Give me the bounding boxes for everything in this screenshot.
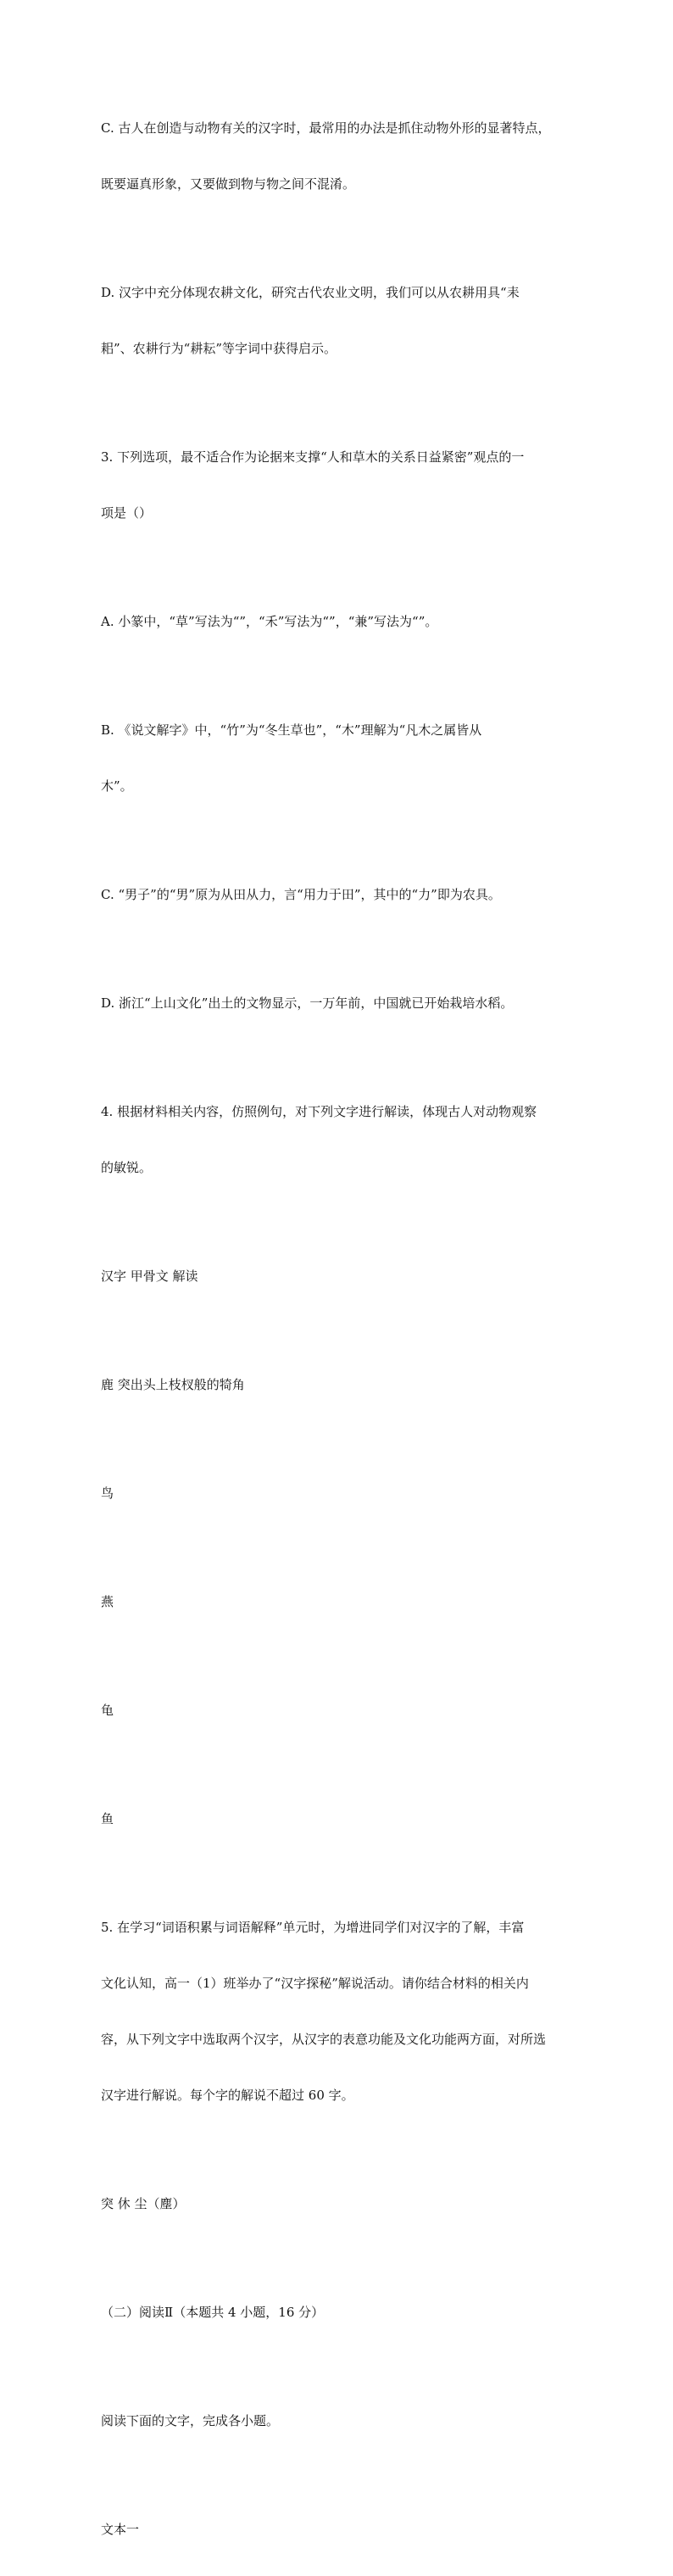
question-3-stem (101, 410, 576, 560)
table-row-bird (101, 1447, 576, 1540)
question-3-option-a (101, 575, 576, 668)
text-line: 项是（） (101, 505, 153, 521)
text-line: C. “男子”的“男”原为从田从力，言“用力于田”，其中的“力”即为农具。 (101, 887, 501, 902)
text-line: D. 浙江“上山文化”出土的文物显示，一万年前，中国就已开始栽培水稻。 (101, 995, 514, 1011)
question-3-option-b (101, 683, 576, 833)
text-line: 耜”、农耕行为“耕耘”等字词中获得启示。 (101, 341, 337, 356)
text-line: D. 汉字中充分体现农耕文化，研究古代农业文明，我们可以从农耕用具“耒 (101, 285, 520, 300)
document-body (101, 81, 576, 2576)
text-line: 鸟 (101, 1486, 114, 1501)
text-line: 汉字 甲骨文 解读 (101, 1268, 198, 1284)
text-line: 既要逼真形象，又要做到物与物之间不混淆。 (101, 176, 356, 192)
reading-instruction (101, 2374, 576, 2467)
text-line: 文化认知，高一（1）班举办了“汉字探秘”解说活动。请你结合材料的相关内 (101, 1976, 529, 1991)
question-4-stem (101, 1065, 576, 1214)
text-line: 龟 (101, 1703, 114, 1718)
question-5-stem (101, 1881, 576, 2142)
text-line: 4. 根据材料相关内容，仿照例句，对下列文字进行解读，体现古人对动物观察 (101, 1104, 537, 1119)
table-header-row (101, 1229, 576, 1323)
text-line: （二）阅读Ⅱ（本题共 4 小题，16 分） (101, 2305, 325, 2320)
option-c-paragraph (101, 81, 576, 231)
text-line: 汉字进行解说。每个字的解说不超过 60 字。 (101, 2088, 354, 2103)
text-line: 木”。 (101, 778, 133, 794)
text-line: C. 古人在创造与动物有关的汉字时，最常用的办法是抓住动物外形的显著特点， (101, 120, 551, 136)
table-row-fish (101, 1772, 576, 1865)
section-heading (101, 2266, 576, 2359)
text-line: 阅读下面的文字，完成各小题。 (101, 2413, 280, 2428)
option-d-paragraph (101, 246, 576, 395)
question-3-option-c (101, 848, 576, 941)
text-line: 5. 在学习“词语积累与词语解释”单元时，为增进同学们对汉字的了解，丰富 (101, 1920, 525, 1935)
text-one-heading (101, 2483, 576, 2576)
text-line: B. 《说文解字》中，“竹”为“冬生草也”，“木”理解为“凡木之属皆从 (101, 722, 482, 738)
text-line: 3. 下列选项，最不适合作为论据来支撑“人和草木的关系日益紧密”观点的一 (101, 449, 525, 465)
question-3-option-d (101, 956, 576, 1050)
question-5-characters (101, 2157, 576, 2250)
table-row-deer (101, 1338, 576, 1431)
text-line: A. 小篆中，“草”写法为“”，“禾”写法为“”，“兼”写法为“”。 (101, 614, 438, 629)
text-line: 突 休 尘（塵） (101, 2196, 186, 2211)
table-row-turtle (101, 1664, 576, 1757)
text-line: 燕 (101, 1594, 114, 1609)
text-line: 鹿 突出头上枝杈般的犄角 (101, 1377, 245, 1392)
text-line: 文本一 (101, 2522, 140, 2537)
text-line: 的敏锐。 (101, 1160, 153, 1175)
text-line: 鱼 (101, 1811, 114, 1826)
table-row-swallow (101, 1555, 576, 1648)
text-line: 容，从下列文字中选取两个汉字，从汉字的表意功能及文化功能两方面，对所选 (101, 2032, 547, 2047)
